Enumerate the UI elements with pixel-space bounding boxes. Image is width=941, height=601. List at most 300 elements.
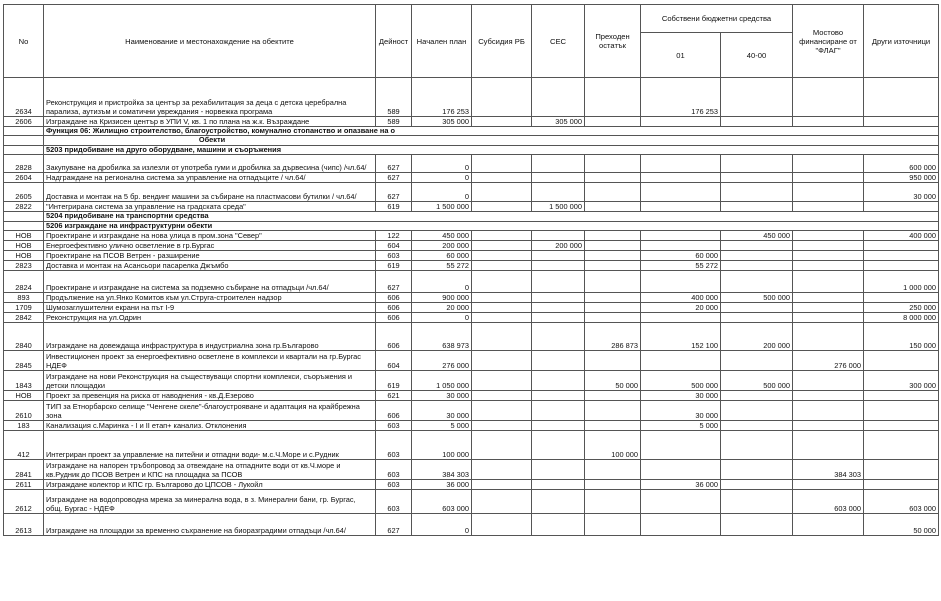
row-number: 2828 [4,155,44,173]
row-number: 1843 [4,371,44,391]
header-name: Наименование и местонахождение на обектите [44,5,376,78]
row-number: 2613 [4,514,44,536]
bridge-financing [793,183,864,202]
own-funds-01 [641,431,721,460]
table-body [4,78,939,536]
row-number: 412 [4,431,44,460]
subsidy-rb [472,323,532,351]
activity-code: 627 [376,514,412,536]
header-bridge-financing: Мостово финансиране от "ФЛАГ" [793,5,864,78]
row-number: 2604 [4,173,44,183]
initial-plan: 100 000 [412,431,472,460]
own-funds-4000 [721,183,793,202]
table-row [4,351,939,371]
subsidy-rb [472,401,532,421]
subsidy-rb [472,251,532,261]
subsidy-rb [472,183,532,202]
own-funds-01 [641,173,721,183]
carryover [585,271,641,293]
carryover [585,173,641,183]
bridge-financing [793,431,864,460]
ces-amount: 305 000 [532,117,585,127]
ces-amount [532,401,585,421]
row-number: 1709 [4,303,44,313]
row-number: 2606 [4,117,44,127]
subsidy-rb [472,231,532,241]
activity-code: 604 [376,351,412,371]
own-funds-4000 [721,401,793,421]
row-number [4,221,44,230]
subsidy-rb [472,261,532,271]
row-number: 2845 [4,351,44,371]
object-name: Проектиране на ПСОВ Ветрен - разширение [44,251,376,261]
bridge-financing [793,293,864,303]
subsidy-rb [472,293,532,303]
table-row [4,231,939,241]
initial-plan: 55 272 [412,261,472,271]
header-subsidy: Субсидия РБ [472,5,532,78]
initial-plan: 30 000 [412,391,472,401]
other-sources [864,251,939,261]
subsidy-rb [472,480,532,490]
initial-plan: 0 [412,173,472,183]
subsidy-rb [472,371,532,391]
activity-code: 606 [376,303,412,313]
bridge-financing [793,391,864,401]
table-row [4,155,939,173]
own-funds-01 [641,202,721,212]
carryover: 100 000 [585,431,641,460]
own-funds-4000 [721,202,793,212]
ces-amount [532,173,585,183]
bridge-financing [793,271,864,293]
bridge-financing: 603 000 [793,490,864,514]
initial-plan: 1 050 000 [412,371,472,391]
investment-table [3,4,939,536]
section-row [4,136,939,145]
carryover [585,202,641,212]
bridge-financing [793,401,864,421]
initial-plan: 0 [412,313,472,323]
activity-code: 619 [376,261,412,271]
ces-amount [532,261,585,271]
row-number: НОВ [4,231,44,241]
initial-plan: 36 000 [412,480,472,490]
header-no: No [4,5,44,78]
ces-amount [532,271,585,293]
own-funds-01: 20 000 [641,303,721,313]
carryover [585,480,641,490]
own-funds-4000 [721,421,793,431]
ces-amount [532,421,585,431]
carryover [585,303,641,313]
header-own-01: 01 [641,33,721,78]
bridge-financing [793,313,864,323]
own-funds-01 [641,351,721,371]
row-number: НОВ [4,241,44,251]
other-sources [864,293,939,303]
own-funds-4000 [721,514,793,536]
section-row [4,221,939,230]
initial-plan: 0 [412,155,472,173]
ces-amount [532,391,585,401]
activity-code: 621 [376,391,412,401]
own-funds-01: 30 000 [641,401,721,421]
activity-code: 603 [376,490,412,514]
other-sources [864,202,939,212]
subsidy-rb [472,241,532,251]
own-funds-4000 [721,313,793,323]
carryover [585,490,641,514]
bridge-financing [793,173,864,183]
ces-amount [532,293,585,303]
header-own-4000: 40-00 [721,33,793,78]
row-number [4,127,44,136]
object-name: Изграждане на напорен тръбопровод за отвеждане на отпадните води от кв.Ч.море и кв.Рудник до ПСОВ Ветрен и КПС на площадка за ПСОВ [44,460,376,480]
own-funds-4000 [721,490,793,514]
carryover [585,351,641,371]
section-row [4,212,939,221]
header-carryover: Преходен остатък [585,5,641,78]
object-name: Канализация с.Маринка - I и II етап+ канализ. Отклонения [44,421,376,431]
object-name: Изграждане на Кризисен център в УПИ V, кв. 1 по плана на ж.к. Възраждане [44,117,376,127]
table-row [4,391,939,401]
row-number: НОВ [4,391,44,401]
initial-plan: 176 253 [412,78,472,117]
subsidy-rb [472,351,532,371]
ces-amount [532,155,585,173]
other-sources: 150 000 [864,323,939,351]
object-name: Доставка и монтаж на 5 бр. вендинг машини за събиране на пластмасови бутилки / чл.64/ [44,183,376,202]
other-sources: 600 000 [864,155,939,173]
table-row [4,490,939,514]
carryover [585,117,641,127]
table-row [4,202,939,212]
bridge-financing [793,480,864,490]
activity-code: 606 [376,323,412,351]
table-row [4,293,939,303]
object-name: Продължение на ул.Янко Комитов към ул.Струга-строителен надзор [44,293,376,303]
activity-code: 606 [376,293,412,303]
ces-amount [532,371,585,391]
other-sources: 950 000 [864,173,939,183]
initial-plan: 305 000 [412,117,472,127]
object-name: Проект за превенция на риска от наводнения - кв.Д.Езерово [44,391,376,401]
table-row [4,78,939,117]
object-name: "Интегрирана система за управление на градската среда" [44,202,376,212]
own-funds-4000: 200 000 [721,323,793,351]
table-row [4,117,939,127]
own-funds-4000: 450 000 [721,231,793,241]
initial-plan: 20 000 [412,303,472,313]
header-own-funds: Собствени бюджетни средства [641,5,793,33]
carryover [585,401,641,421]
bridge-financing [793,155,864,173]
initial-plan: 200 000 [412,241,472,251]
header-activity: Дейност [376,5,412,78]
own-funds-01 [641,183,721,202]
object-name: Проектиране и изграждане на нова улица в пром.зона "Север" [44,231,376,241]
initial-plan: 0 [412,514,472,536]
ces-amount [532,303,585,313]
ces-amount [532,490,585,514]
other-sources [864,401,939,421]
subsidy-rb [472,117,532,127]
subsidy-rb [472,391,532,401]
subsidy-rb [472,421,532,431]
ces-amount: 200 000 [532,241,585,251]
subsidy-rb [472,490,532,514]
own-funds-4000: 500 000 [721,371,793,391]
subsidy-rb [472,514,532,536]
other-sources [864,351,939,371]
subsidy-rb [472,78,532,117]
own-funds-4000 [721,351,793,371]
own-funds-01: 55 272 [641,261,721,271]
subsidy-rb [472,173,532,183]
row-number: 2612 [4,490,44,514]
activity-code: 627 [376,183,412,202]
bridge-financing [793,251,864,261]
ces-amount [532,480,585,490]
row-number: НОВ [4,251,44,261]
own-funds-01 [641,117,721,127]
row-number: 2605 [4,183,44,202]
own-funds-01 [641,231,721,241]
object-name: Проектиране и изграждане на система за подземно събиране на отпадъци /чл.64/ [44,271,376,293]
table-row [4,261,939,271]
bridge-financing [793,261,864,271]
own-funds-01: 30 000 [641,391,721,401]
header-other-sources: Други източници [864,5,939,78]
table-row [4,251,939,261]
ces-amount [532,351,585,371]
table-row [4,313,939,323]
carryover [585,293,641,303]
bridge-financing [793,303,864,313]
own-funds-4000 [721,391,793,401]
header-ces: СЕС [532,5,585,78]
bridge-financing [793,514,864,536]
initial-plan: 0 [412,183,472,202]
own-funds-4000 [721,271,793,293]
own-funds-4000 [721,241,793,251]
activity-code: 603 [376,431,412,460]
ces-amount [532,460,585,480]
activity-code: 604 [376,241,412,251]
own-funds-01 [641,241,721,251]
table-row [4,173,939,183]
carryover [585,241,641,251]
own-funds-01: 36 000 [641,480,721,490]
row-number [4,136,44,145]
section-title: 5206 изграждане на инфраструктурни обекти [44,221,939,230]
activity-code: 627 [376,271,412,293]
object-name: ТИП за Етнорбарско селище "Ченгене скеле"-благоустрояване и адаптация на крайбрежна зона [44,401,376,421]
object-name: Изграждане на водопроводна мрежа за минерална вода, в з. Минерални бани, гр. Бургас, общ. Бургас - НДЕФ [44,490,376,514]
row-number: 2841 [4,460,44,480]
carryover [585,155,641,173]
subsidy-rb [472,271,532,293]
own-funds-01 [641,490,721,514]
table-row [4,323,939,351]
bridge-financing [793,78,864,117]
initial-plan: 603 000 [412,490,472,514]
section-title: Обекти [44,136,939,145]
object-name: Реконструкция и пристройка за център за рехабилитация за деца с детска церебрална парализа, аутизъм и соматични увреждания - норвежка програма [44,78,376,117]
row-number: 2823 [4,261,44,271]
ces-amount [532,231,585,241]
own-funds-4000 [721,173,793,183]
initial-plan: 0 [412,271,472,293]
initial-plan: 638 973 [412,323,472,351]
own-funds-01 [641,460,721,480]
row-number: 893 [4,293,44,303]
object-name: Изграждане колектор и КПС гр. Българово до ЦПСОВ - Лукойл [44,480,376,490]
other-sources: 250 000 [864,303,939,313]
object-name: Интегриран проект за управление на питейни и отпадни води- м.с.Ч.Море и с.Рудник [44,431,376,460]
activity-code: 627 [376,155,412,173]
other-sources [864,241,939,251]
initial-plan: 60 000 [412,251,472,261]
other-sources: 8 000 000 [864,313,939,323]
carryover: 50 000 [585,371,641,391]
bridge-financing [793,241,864,251]
other-sources [864,391,939,401]
other-sources [864,480,939,490]
object-name: Шумозаглушителни екрани на път I-9 [44,303,376,313]
object-name: Доставка и монтаж на Асансьори пасарелка Джъмбо [44,261,376,271]
table-row [4,421,939,431]
activity-code: 603 [376,421,412,431]
row-number: 2611 [4,480,44,490]
carryover [585,514,641,536]
own-funds-01 [641,155,721,173]
own-funds-4000 [721,261,793,271]
ces-amount [532,183,585,202]
initial-plan: 450 000 [412,231,472,241]
subsidy-rb [472,313,532,323]
activity-code: 589 [376,117,412,127]
activity-code: 603 [376,480,412,490]
subsidy-rb [472,155,532,173]
own-funds-01 [641,271,721,293]
section-row [4,127,939,136]
table-row [4,303,939,313]
other-sources: 400 000 [864,231,939,241]
own-funds-01: 152 100 [641,323,721,351]
own-funds-01: 60 000 [641,251,721,261]
own-funds-01: 176 253 [641,78,721,117]
other-sources: 50 000 [864,514,939,536]
activity-code: 589 [376,78,412,117]
bridge-financing [793,323,864,351]
other-sources: 30 000 [864,183,939,202]
initial-plan: 276 000 [412,351,472,371]
carryover [585,231,641,241]
bridge-financing: 276 000 [793,351,864,371]
other-sources [864,431,939,460]
own-funds-4000: 500 000 [721,293,793,303]
table-row [4,241,939,251]
own-funds-4000 [721,78,793,117]
header-initial-plan: Начален план [412,5,472,78]
carryover [585,421,641,431]
activity-code: 619 [376,371,412,391]
own-funds-01 [641,313,721,323]
row-number: 2824 [4,271,44,293]
ces-amount [532,323,585,351]
carryover [585,183,641,202]
own-funds-4000 [721,155,793,173]
activity-code: 606 [376,401,412,421]
subsidy-rb [472,303,532,313]
section-title: 5204 придобиване на транспортни средства [44,212,939,221]
other-sources: 603 000 [864,490,939,514]
other-sources [864,261,939,271]
ces-amount [532,514,585,536]
table-row [4,480,939,490]
carryover [585,391,641,401]
ces-amount: 1 500 000 [532,202,585,212]
bridge-financing [793,202,864,212]
activity-code: 619 [376,202,412,212]
subsidy-rb [472,460,532,480]
ces-amount [532,431,585,460]
table-row [4,401,939,421]
table-row [4,514,939,536]
carryover [585,78,641,117]
row-number [4,212,44,221]
object-name: Реконструкция на ул.Одрин [44,313,376,323]
other-sources: 1 000 000 [864,271,939,293]
own-funds-4000 [721,303,793,313]
other-sources [864,78,939,117]
carryover [585,313,641,323]
initial-plan: 900 000 [412,293,472,303]
row-number: 2840 [4,323,44,351]
own-funds-4000 [721,460,793,480]
subsidy-rb [472,431,532,460]
activity-code: 606 [376,313,412,323]
object-name: Енергоефективно улично осветление в гр.Бургас [44,241,376,251]
other-sources: 300 000 [864,371,939,391]
carryover: 286 873 [585,323,641,351]
initial-plan: 5 000 [412,421,472,431]
bridge-financing [793,371,864,391]
bridge-financing [793,117,864,127]
activity-code: 627 [376,173,412,183]
bridge-financing: 384 303 [793,460,864,480]
row-number: 2634 [4,78,44,117]
object-name: Изграждане на довеждаща инфраструктура в индустриална зона гр.Българово [44,323,376,351]
object-name: Надграждане на регионална система за управление на отпадъците / чл.64/ [44,173,376,183]
section-row [4,145,939,154]
own-funds-4000 [721,251,793,261]
section-title: Функция 06: Жилищно строителство, благоустройство, комунално стопанство и опазване на о [44,127,939,136]
other-sources [864,117,939,127]
own-funds-01: 400 000 [641,293,721,303]
object-name: Изграждане на нови Реконструкция на съществуващи спортни комплекси, съоръжения и детски площадки [44,371,376,391]
table-row [4,371,939,391]
initial-plan: 30 000 [412,401,472,421]
row-number [4,145,44,154]
ces-amount [532,251,585,261]
own-funds-4000 [721,480,793,490]
other-sources [864,421,939,431]
own-funds-4000 [721,117,793,127]
carryover [585,261,641,271]
